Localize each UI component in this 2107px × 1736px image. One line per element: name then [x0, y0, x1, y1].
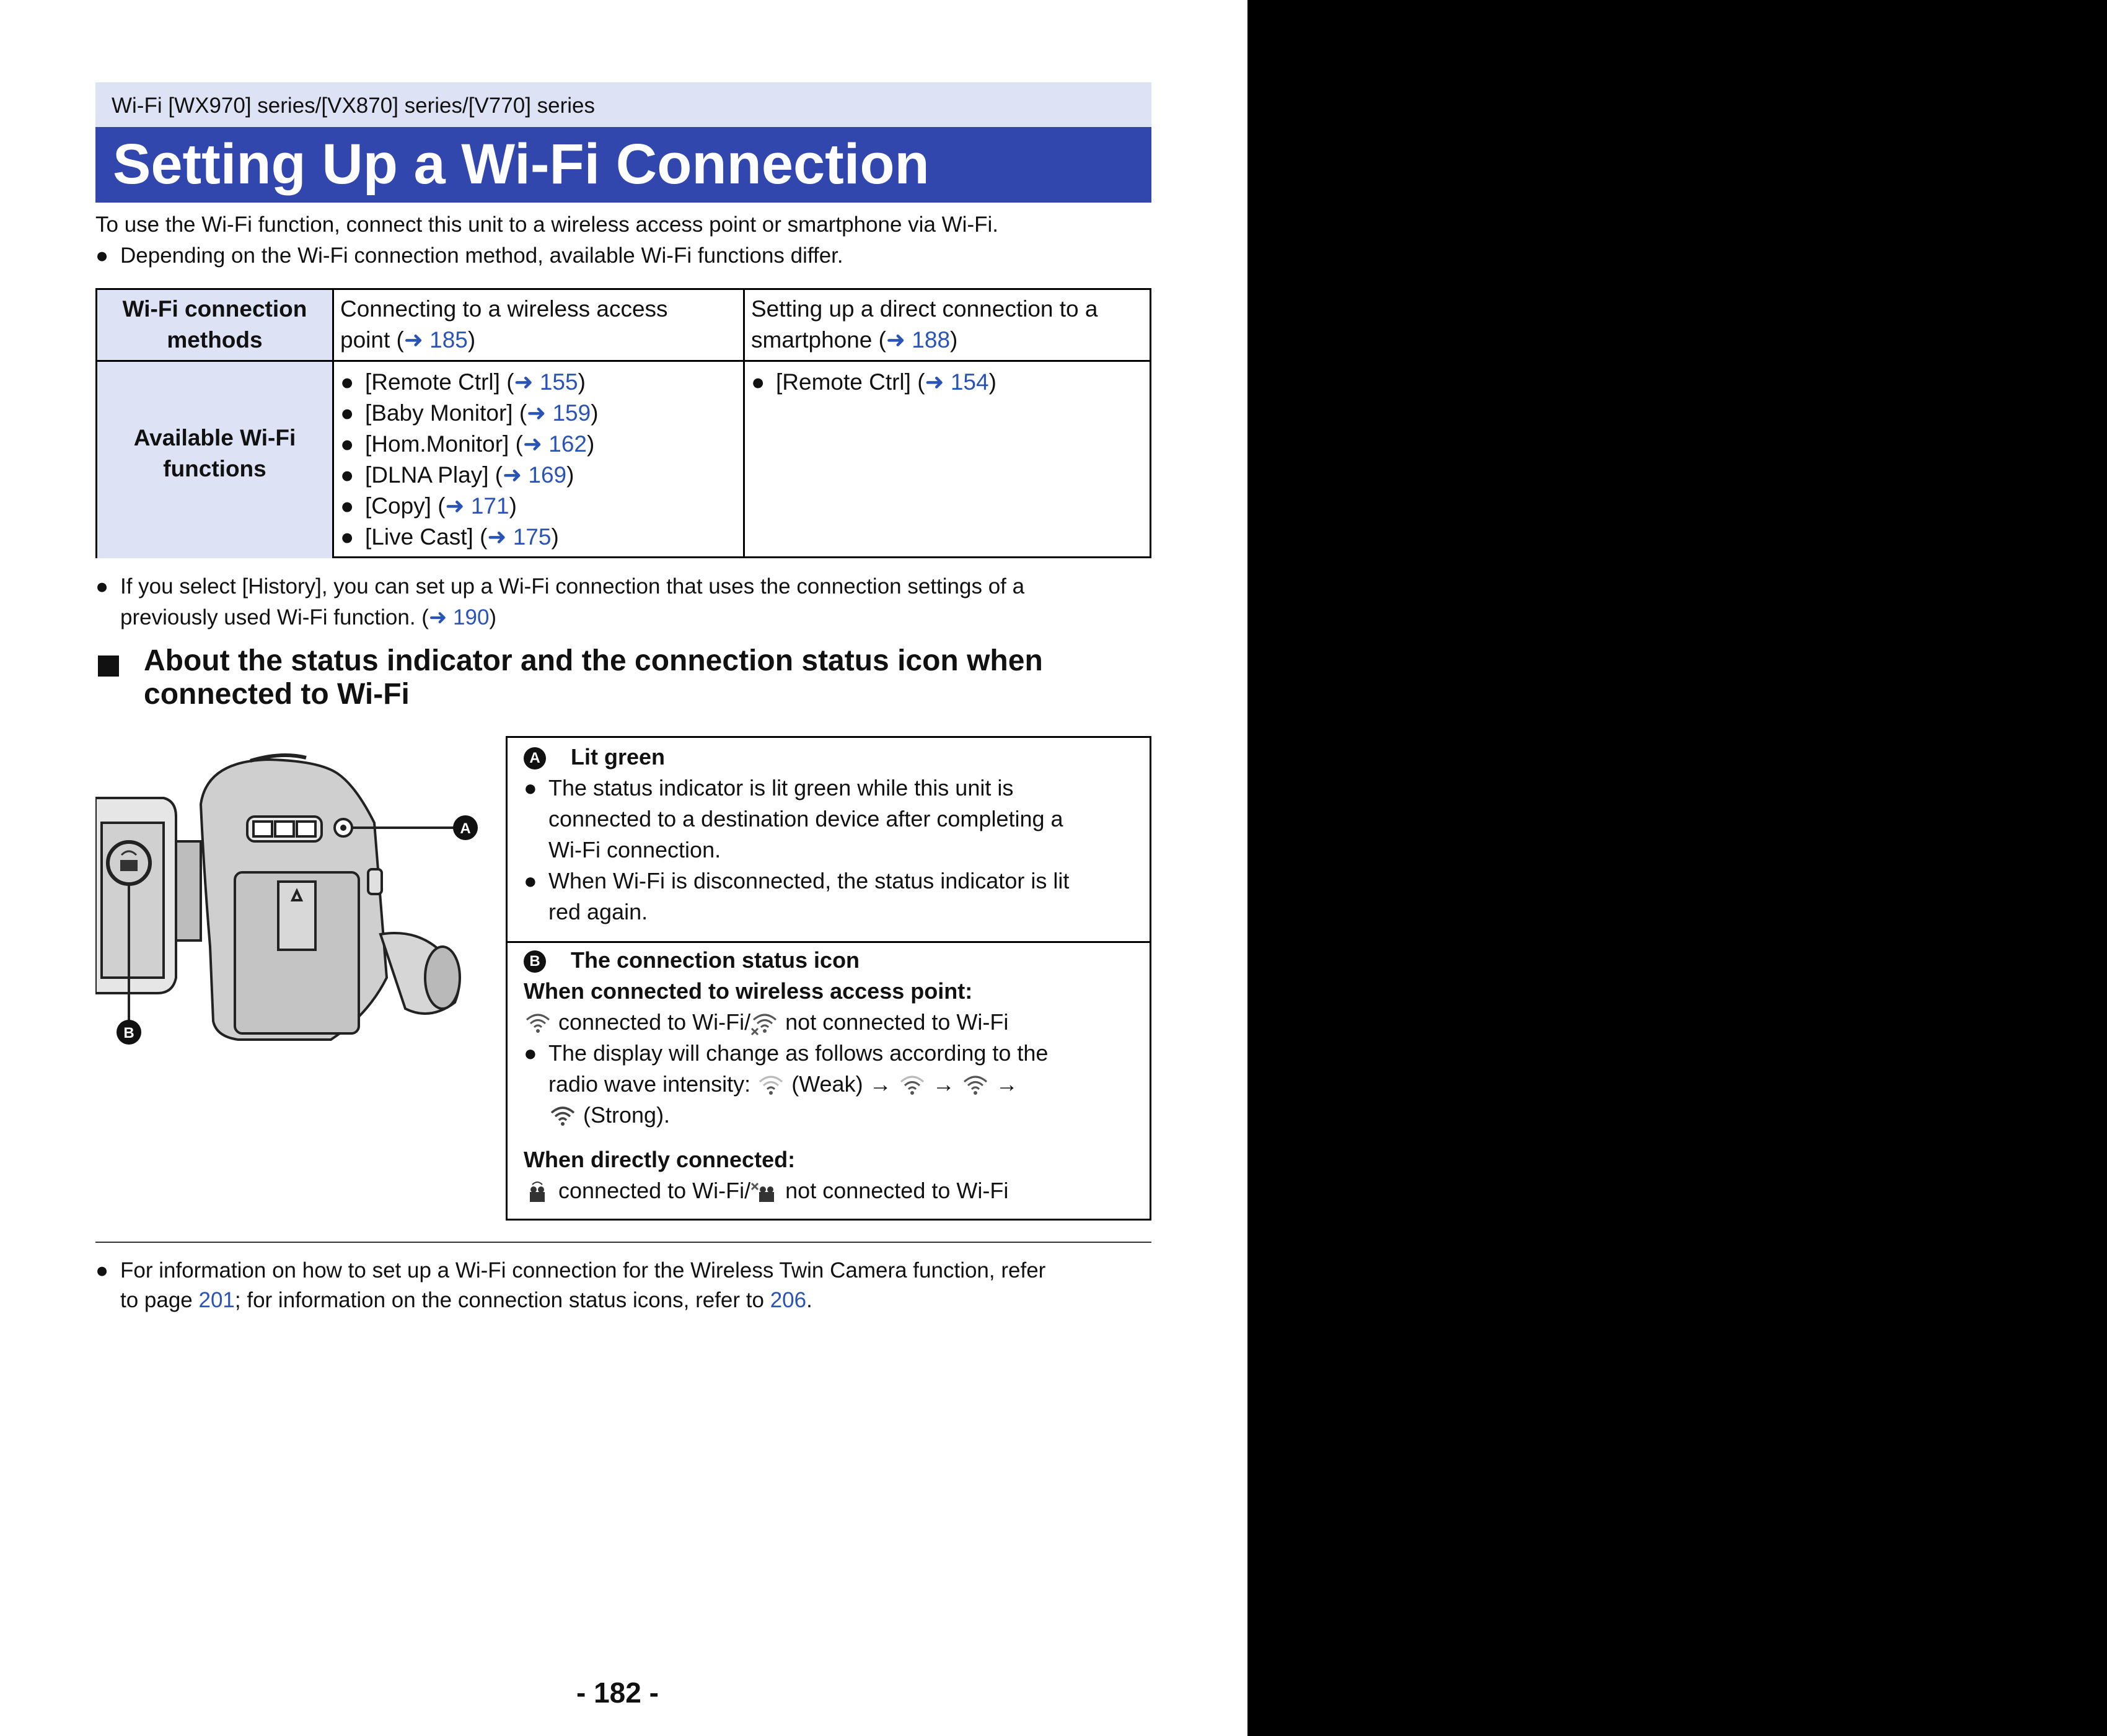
page-link[interactable]: 154 [950, 369, 989, 395]
list-item: ● [Copy] (➜ 171) [340, 493, 517, 519]
access-point-function-list [340, 367, 737, 553]
page-link[interactable]: 201 [198, 1288, 235, 1312]
table-col-access-point: Connecting to a wireless access point (➜ 185) [340, 296, 668, 353]
intro-bullet: ● Depending on the Wi-Fi connection method, available Wi-Fi functions differ. [95, 243, 843, 268]
direct-disconnected-icon [750, 1180, 779, 1204]
list-item: ● [Hom.Monitor] (➜ 162) [340, 431, 595, 457]
page-link[interactable]: 175 [512, 524, 552, 550]
page-link[interactable]: 155 [539, 369, 578, 395]
title-bar [95, 127, 1151, 203]
status-description-box: A Lit green ● The status indicator is lit green while this unit is connected to a destination device after completing a Wi-Fi connection. ● When Wi-Fi is disconnected, the status indicator is lit red again. B The connection status icon When connected to wireless access point: connected to Wi-Fi/ not connected to Wi-Fi ● The display will change as follows according to the radio wave intensity: (Weak) → → → (Strong). When directly connected: connected to Wi-Fi/ not connected to Wi-Fi [506, 736, 1151, 1221]
camcorder-illustration [95, 748, 498, 1046]
list-item: ● [Remote Ctrl] (➜ 155) [340, 369, 586, 395]
page-link[interactable]: 169 [528, 462, 567, 488]
callout-b: B [123, 1025, 134, 1041]
divider [95, 1242, 1151, 1243]
series-bar [95, 82, 1151, 127]
intro-text: To use the Wi-Fi function, connect this unit to a wireless access point or smartphone via Wi-Fi. [95, 213, 998, 237]
list-item: ● [Live Cast] (➜ 175) [340, 524, 559, 550]
list-item: ● [Remote Ctrl] (➜ 154) [751, 369, 996, 395]
section-heading: About the status indicator and the connection status icon when connected to Wi-Fi [144, 644, 1043, 711]
wifi-weak-icon [757, 1073, 785, 1098]
direct-connected-icon [524, 1180, 552, 1204]
wifi-methods-table [95, 288, 1151, 558]
wifi-disconnected-icon [750, 1011, 779, 1036]
page-link[interactable]: 162 [548, 431, 587, 457]
list-item: ● [DLNA Play] (➜ 169) [340, 462, 574, 488]
callout-a: A [460, 820, 471, 837]
page-title: Setting Up a Wi-Fi Connection [113, 133, 930, 196]
wifi-medium-icon [898, 1073, 926, 1098]
list-item: ● [Baby Monitor] (➜ 159) [340, 400, 599, 426]
page-link[interactable]: 206 [770, 1288, 807, 1312]
table-col-direct: Setting up a direct connection to a smartphone (➜ 188) [751, 296, 1098, 353]
wifi-good-icon [961, 1073, 990, 1098]
status-b-heading: B The connection status icon [524, 945, 860, 976]
page-link[interactable]: 190 [453, 605, 490, 629]
history-note: ● If you select [History], you can set up a Wi-Fi connection that uses the connection settings of a [95, 574, 1025, 598]
section-square-icon [98, 655, 119, 677]
table-header-functions: Available Wi-Fi functions [97, 362, 332, 558]
series-label: Wi-Fi [WX970] series/[VX870] series/[V770] series [112, 94, 595, 118]
footer-note: ● For information on how to set up a Wi-Fi connection for the Wireless Twin Camera function, refer [95, 1258, 1046, 1282]
table-header-methods: Wi-Fi connection methods [97, 290, 332, 362]
history-note-cont: previously used Wi-Fi function. (➜ 190) [120, 605, 497, 629]
right-black-panel [1247, 0, 2107, 1736]
direct-function-list [751, 367, 1148, 398]
page-link[interactable]: 185 [429, 327, 468, 353]
page-number: - 182 - [576, 1677, 659, 1709]
status-a-heading: A Lit green [524, 742, 665, 773]
footer-note-cont: to page 201; for information on the connection status icons, refer to 206. [120, 1288, 812, 1312]
page-link[interactable]: 159 [552, 400, 591, 426]
page-link[interactable]: 188 [912, 327, 951, 353]
page-link[interactable]: 171 [470, 493, 509, 519]
wifi-connected-icon [524, 1011, 552, 1036]
wifi-strong-icon [548, 1104, 577, 1129]
